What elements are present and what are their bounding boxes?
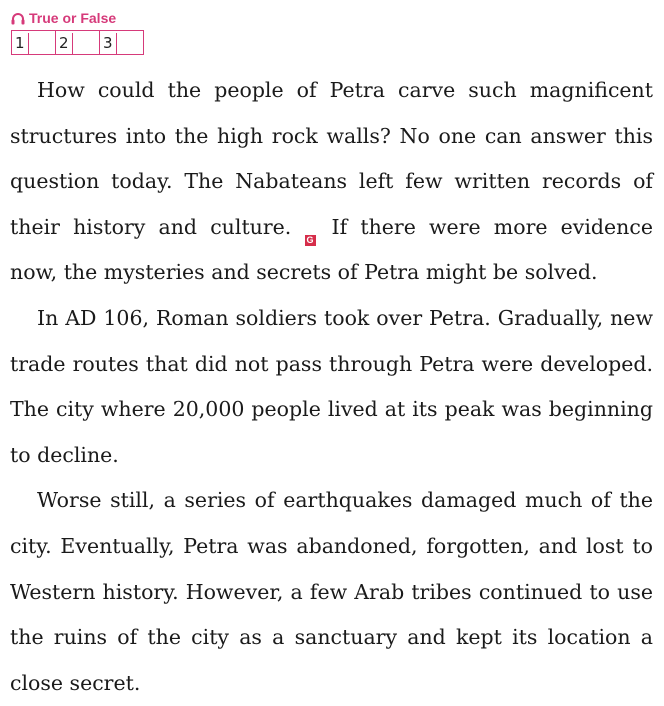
paragraph-2: In AD 106, Roman soldiers took over Petra. Gradually, new trade routes that did not pass through Petra were developed. The city where 20,000 people lived at its peak was beginning to decline. (10, 305, 653, 467)
answer-box-2[interactable] (55, 30, 100, 55)
grammar-tag-icon[interactable]: G (306, 234, 314, 245)
answer-box-1[interactable] (11, 30, 56, 55)
true-or-false-title (11, 9, 143, 27)
answer-box-number: 2 (59, 33, 73, 54)
answer-boxes (11, 30, 143, 55)
true-or-false-header (11, 9, 143, 55)
reading-passage (10, 68, 653, 706)
true-or-false-label: True or False (29, 10, 117, 26)
paragraph-1-before: How could the people of Petra carve such magnificent structures into the high rock walls? No one can answer this question today. The Nabateans left few written records of their history and culture. (10, 78, 653, 239)
answer-box-number: 1 (15, 33, 29, 54)
grammar-marked-word (305, 205, 348, 251)
marked-word-text: If (331, 214, 348, 239)
paragraph-1-after: there were more evidence now, the mysteries and secrets of Petra might be solved. (10, 214, 653, 285)
answer-box-number: 3 (103, 33, 117, 54)
answer-box-3[interactable] (99, 30, 144, 55)
paragraph-1 (10, 68, 653, 296)
paragraph-3: Worse still, a series of earthquakes damaged much of the city. Eventually, Petra was abandoned, forgotten, and lost to Western history. However, a few Arab tribes continued to use the ruins of the city as a sanctuary and kept its location a close secret. (10, 488, 653, 695)
headphones-icon[interactable] (11, 12, 25, 25)
